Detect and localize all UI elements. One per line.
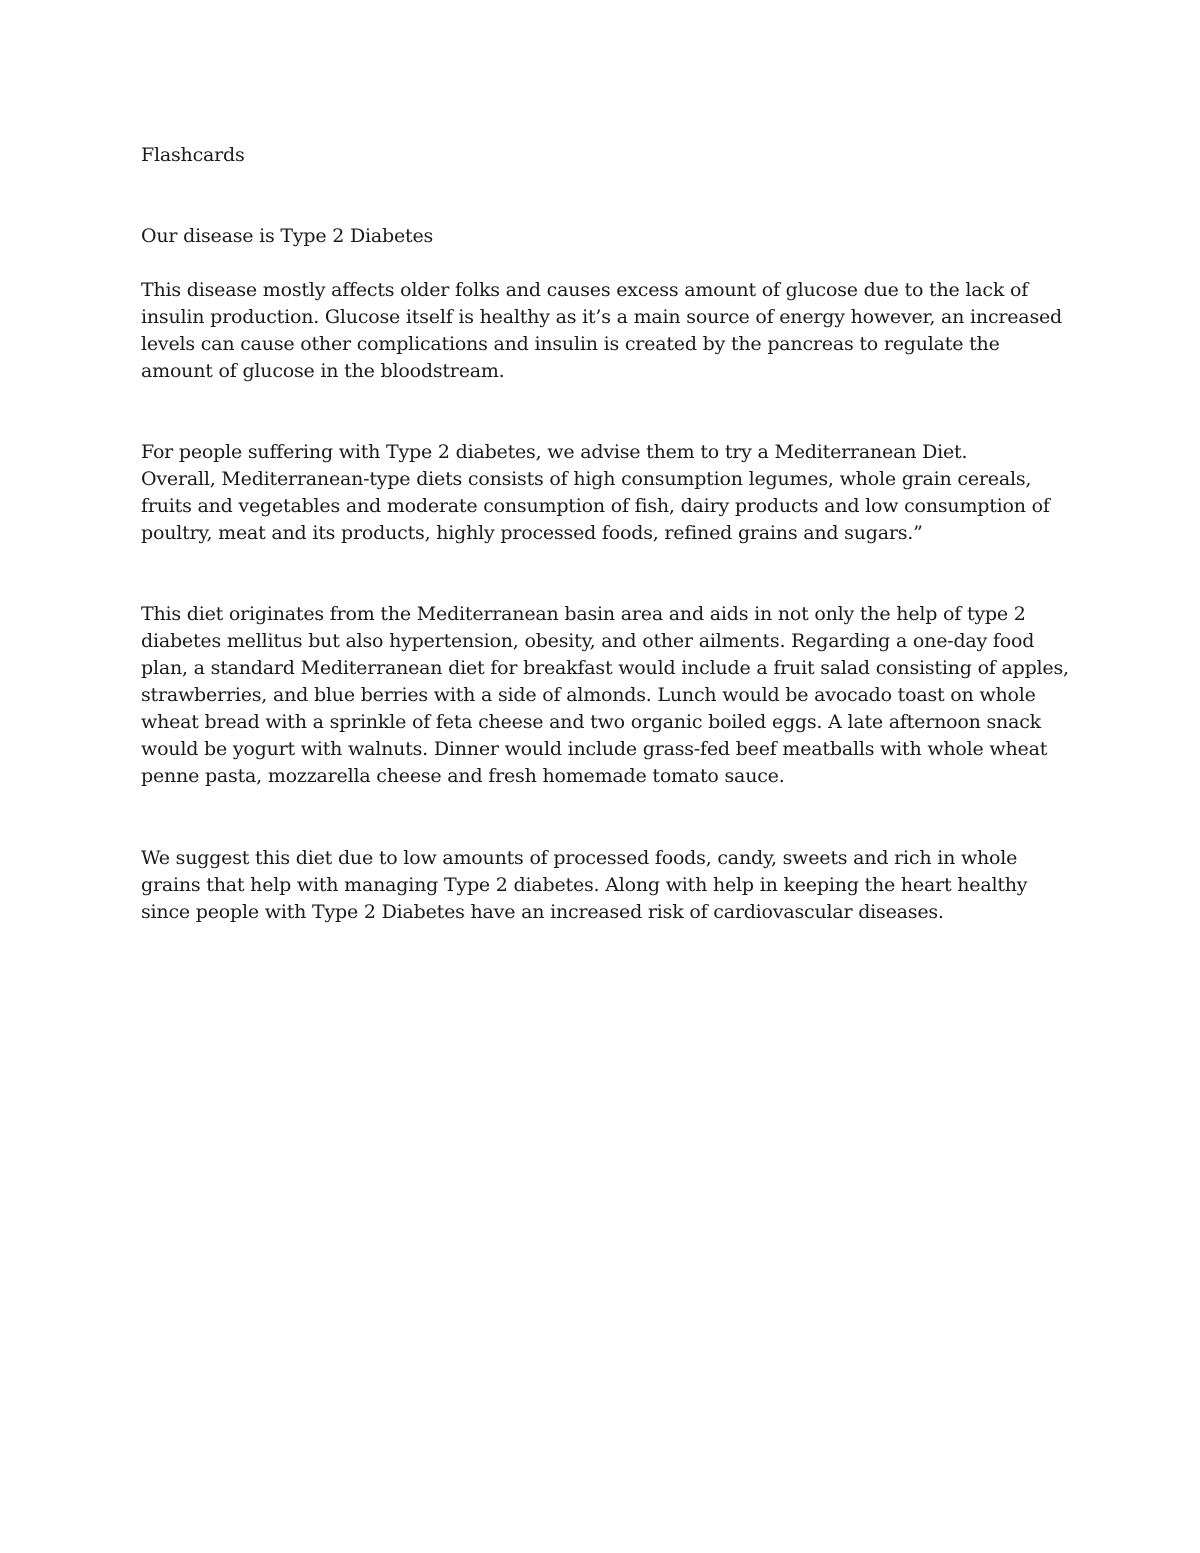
paragraph-line: grains that help with managing Type 2 diabetes. Along with help in keeping the heart healthy xyxy=(141,874,1028,896)
paragraph-line: poultry, meat and its products, highly processed foods, refined grains and sugars.” xyxy=(141,522,923,544)
paragraph-line: fruits and vegetables and moderate consumption of fish, dairy products and low consumption of xyxy=(141,495,1050,517)
paragraph-line: levels can cause other complications and insulin is created by the pancreas to regulate the xyxy=(141,333,1000,355)
paragraph-recommendation xyxy=(141,845,1071,926)
document-title xyxy=(141,142,1071,169)
paragraph-line: This disease mostly affects older folks and causes excess amount of glucose due to the lack of xyxy=(141,279,1029,301)
paragraph-line: penne pasta, mozzarella cheese and fresh homemade tomato sauce. xyxy=(141,765,785,787)
paragraph-line: amount of glucose in the bloodstream. xyxy=(141,360,505,382)
paragraph-line: insulin production. Glucose itself is healthy as it’s a main source of energy however, an increased xyxy=(141,306,1062,328)
paragraph-line: We suggest this diet due to low amounts of processed foods, candy, sweets and rich in whole xyxy=(141,847,1018,869)
paragraph-line: would be yogurt with walnuts. Dinner would include grass-fed beef meatballs with whole wheat xyxy=(141,738,1048,760)
paragraph-line: strawberries, and blue berries with a side of almonds. Lunch would be avocado toast on whole xyxy=(141,684,1036,706)
disease-statement xyxy=(141,223,1071,250)
title-text: Flashcards xyxy=(141,144,245,166)
paragraph-disease-overview xyxy=(141,277,1071,385)
paragraph-diet-advice xyxy=(141,439,1071,547)
paragraph-line: This diet originates from the Mediterranean basin area and aids in not only the help of type 2 xyxy=(141,603,1026,625)
paragraph-line: For people suffering with Type 2 diabetes, we advise them to try a Mediterranean Diet. xyxy=(141,441,968,463)
paragraph-food-plan xyxy=(141,601,1071,790)
paragraph-line: diabetes mellitus but also hypertension, obesity, and other ailments. Regarding a one-day food xyxy=(141,630,1035,652)
paragraph-line: since people with Type 2 Diabetes have an increased risk of cardiovascular diseases. xyxy=(141,901,944,923)
paragraph-line: plan, a standard Mediterranean diet for breakfast would include a fruit salad consisting of apples, xyxy=(141,657,1069,679)
paragraph-line: wheat bread with a sprinkle of feta cheese and two organic boiled eggs. A late afternoon snack xyxy=(141,711,1041,733)
disease-text: Our disease is Type 2 Diabetes xyxy=(141,225,434,247)
paragraph-line: Overall, Mediterranean-type diets consists of high consumption legumes, whole grain cereals, xyxy=(141,468,1032,490)
